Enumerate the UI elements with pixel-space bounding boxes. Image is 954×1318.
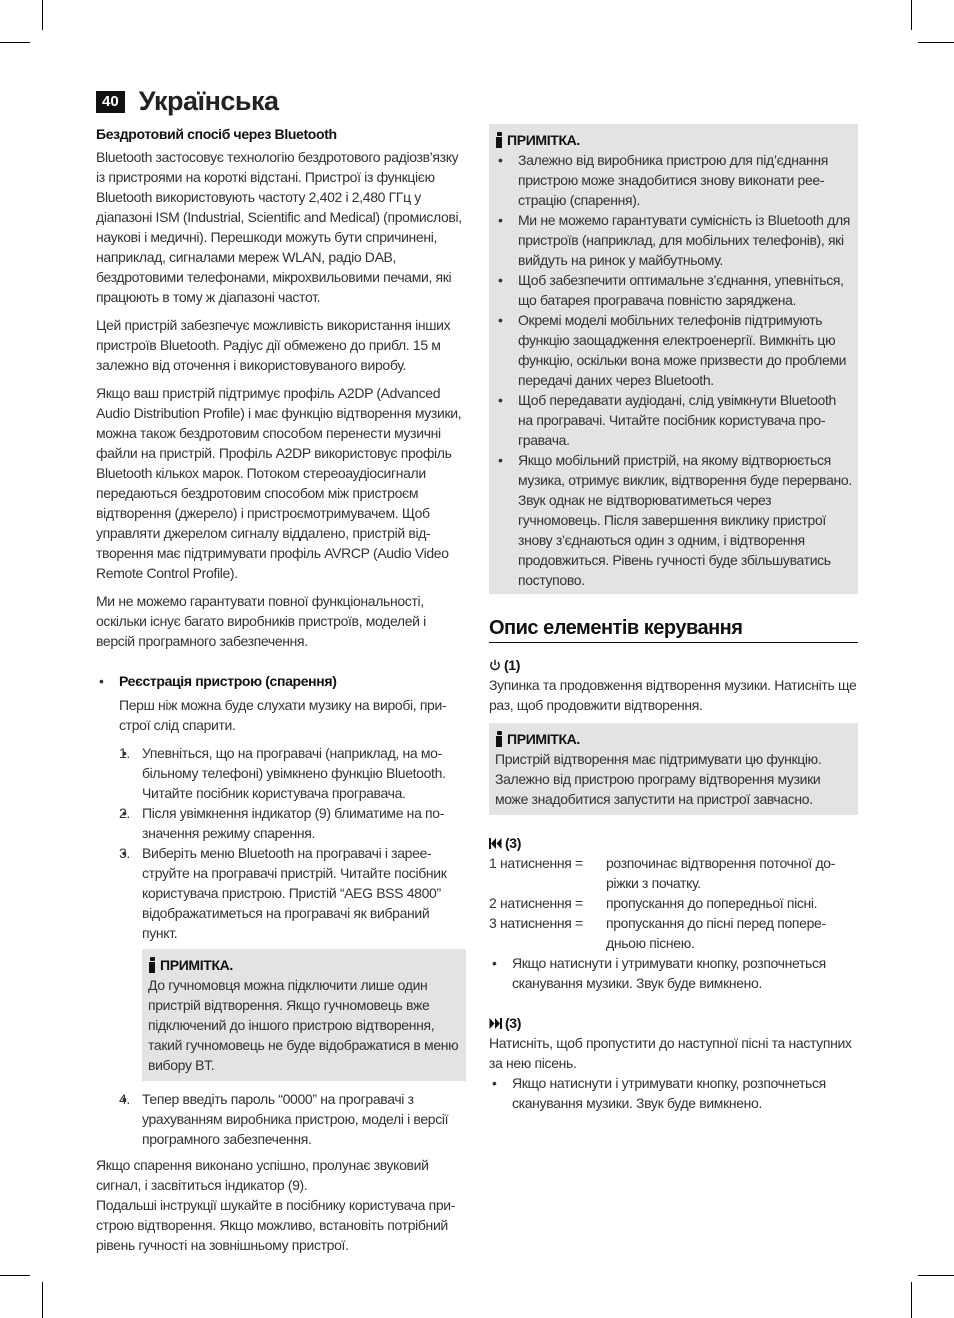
pairing-steps — [119, 1089, 466, 1149]
step-text: Після увімкнення індикатор (9) блиматиме на позначення режиму спарення. — [142, 805, 445, 841]
paragraph: Bluetooth застосовує технологію бездротового радіозв’язку із пристроями на короткі відстані. Пристрої із функцією Bluetooth використовують частоту 2,402 і 2,480 ГГц у діапазоні ISM (Industrial, Scientific and Medical) (промислові, наукові і медичні). Перешкоди можуть бути спричинені, наприклад, сигналами мереж WLAN, радіо DAB, бездротовими телефонами, мікрохвильовими печами, які працюють в тому ж діапазоні частот. — [96, 149, 462, 305]
right-column — [489, 124, 858, 1113]
crop-mark — [911, 1282, 912, 1318]
paragraph: Ми не можемо гарантувати повної функціональності, оскільки існує багато виробників пристроїв, моделей і версій програмного забезпечення. — [96, 593, 426, 649]
power-icon — [489, 659, 501, 671]
list-item — [119, 803, 466, 843]
pairing-heading: • Реєстрація пристрою (спарення) — [119, 673, 337, 689]
control-notes — [489, 1073, 858, 1113]
control-label: (3) — [505, 835, 522, 851]
list-item: • Якщо натиснути і утримувати кнопку, розпочнеться сканування музики. Звук буде вимкнено. — [489, 1073, 858, 1113]
list-item: • Щоб забезпечити оптимальне з’єднання, упевніться, що батарея програвача повністю заряджена. — [495, 270, 852, 310]
crop-mark — [42, 1282, 43, 1318]
note-title-text: ПРИМІТКА. — [507, 731, 580, 747]
control-title — [489, 833, 858, 853]
bluetooth-heading: Бездротовий спосіб через Bluetooth — [96, 126, 337, 142]
press-row — [489, 853, 858, 893]
step-number: • 1. — [119, 745, 130, 761]
pairing-intro: Перш ніж можна буде слухати музику на виробі, пристрої слід спарити. — [119, 697, 447, 733]
note-title — [495, 130, 852, 150]
left-column — [96, 124, 466, 1263]
paragraph: Цей пристрій забезпечує можливість використання інших пристроїв Bluetooth. Радіус дії обмежено до прибл. 15 м залежно від оточення і використовуваного виробу. — [96, 317, 451, 373]
paragraph: Якщо спарення виконано успішно, пролунає звуковий сигнал, і засвітиться індикатор (9). — [96, 1157, 429, 1193]
press-action: розпочинає відтворення поточної доріжки з початку. — [606, 855, 836, 891]
paragraph: Натисніть, щоб пропустити до наступної пісні та наступних за нею пісень. — [489, 1035, 852, 1071]
control-title — [489, 655, 858, 675]
list-item: • Залежно від виробника пристрою для під’єднання пристрою може знадобитися знову виконати реестрацію (спарення). — [495, 150, 852, 210]
crop-mark — [0, 1275, 30, 1276]
press-row — [489, 913, 858, 953]
page-title: Українська — [138, 86, 279, 116]
press-count: 3 натиснення = — [489, 915, 583, 931]
step-text: Тепер введіть пароль “0000” на програвачі з урахуванням виробника пристрою, моделі і версії програмного забезпечення. — [142, 1091, 449, 1147]
note-title-text: ПРИМІТКА. — [160, 957, 233, 973]
step-number: • 2. — [119, 805, 130, 821]
press-row — [489, 893, 858, 913]
controls-heading: Опис елементів керування — [489, 618, 858, 643]
press-action: пропускання до попередньої пісні. — [606, 895, 818, 911]
note-text: До гучномовця можна підключити лише один пристрій відтворення. Якщо гучномовець вже підключений до іншого пристрою відтворення, такий гучномовець не буде відображатися в меню вибору BT. — [148, 977, 459, 1073]
page-number: 40 — [96, 91, 125, 113]
note-title — [495, 729, 852, 749]
list-item: • Ми не можемо гарантувати сумісність із Bluetooth для пристроїв (наприклад, для мобільних телефонів), які вийдуть на ринок у майбутньому. — [495, 210, 852, 270]
note-text: Пристрій відтворення має підтримувати цю функцію. Залежно від пристрою програму відтворення музики може знадобитися запустити на пристрої завчасно. — [495, 751, 822, 807]
press-action: пропускання до пісні перед попередньою піснею. — [606, 915, 827, 951]
skip-back-icon — [489, 838, 502, 849]
press-count: 1 натиснення = — [489, 855, 583, 871]
control-title — [489, 1013, 858, 1033]
pairing-list — [96, 671, 466, 1149]
paragraph: Якщо ваш пристрій підтримує профіль A2DP (Advanced Audio Distribution Profile) і має функцію відтворення музики, можна також бездротовим способом перенести музичні файли на пристрій. Профіль A2DP використовує профіль Bluetooth кількох марок. Потоком стереоаудіосигнали передаються бездротовим способом між пристроєм відтворення (джерело) і пристроємотримувачем. Щоб управляти джерелом сигналу віддалено, пристрій відтворення має підтримувати профіль AVRCP (Audio Video Remote Control Profile). — [96, 385, 462, 581]
list-item: • Окремі моделі мобільних телефонів підтримують функцію заощадження електроенергії. Вимкніть цю функцію, оскільки вона може призвести до проблеми передачі даних через Bluetooth. — [495, 310, 852, 390]
note-list — [495, 150, 852, 590]
note-title — [148, 955, 460, 975]
info-icon — [495, 731, 503, 747]
list-item — [119, 743, 466, 803]
list-item: • Якщо натиснути і утримувати кнопку, розпочнеться сканування музики. Звук буде вимкнено. — [489, 953, 858, 993]
page-header — [96, 86, 279, 117]
crop-mark — [0, 42, 30, 43]
paragraph: Зупинка та продовження відтворення музики. Натисніть ще раз, щоб продовжити відтворення. — [489, 677, 857, 713]
skip-forward-icon — [489, 1018, 502, 1029]
list-item — [119, 843, 466, 943]
note-box — [489, 723, 858, 815]
step-number: • 3. — [119, 845, 130, 861]
crop-mark — [918, 42, 954, 43]
note-box — [489, 124, 858, 594]
crop-mark — [911, 0, 912, 30]
press-count: 2 натиснення = — [489, 895, 583, 911]
step-text: Упевніться, що на програвачі (наприклад, на мобільному телефоні) увімкнено функцію Bluetooth. Читайте посібник користувача програвача. — [142, 745, 446, 801]
crop-mark — [42, 0, 43, 30]
press-table — [489, 853, 858, 953]
control-label: (3) — [505, 1015, 522, 1031]
step-number: • 4. — [119, 1091, 130, 1107]
control-label: (1) — [504, 657, 521, 673]
note-title-text: ПРИМІТКА. — [507, 132, 580, 148]
list-item — [119, 1089, 466, 1149]
note-box — [142, 949, 466, 1081]
list-item: • Якщо мобільний пристрій, на якому відтворюється музика, отримує виклик, відтворення буде перервано. Звук однак не відтворюватиметься через гучномовець. Після завершення виклику пристрої знову з’єднаються один з одним, і відтворення продовжиться. Рівень гучності буде збільшуватись поступово. — [495, 450, 852, 590]
paragraph: Подальші інструкції шукайте в посібнику користувача пристрою відтворення. Якщо можливо, встановіть потрібний рівень гучності на зовнішньому пристрої. — [96, 1197, 456, 1253]
info-icon — [148, 957, 156, 973]
control-notes — [489, 953, 858, 993]
list-item: • Щоб передавати аудіодані, слід увімкнути Bluetooth на програвачі. Читайте посібник користувача програвача. — [495, 390, 852, 450]
crop-mark — [918, 1275, 954, 1276]
step-text: Виберіть меню Bluetooth на програвачі і зарееструйте на програвачі пристрій. Читайте посібник користувача пристрою. Пристій “AEG BSS 4800” відображатиметься на програвачі як вибраний пункт. — [142, 845, 447, 941]
info-icon — [495, 132, 503, 148]
list-item — [96, 671, 466, 1149]
pairing-steps — [119, 743, 466, 943]
